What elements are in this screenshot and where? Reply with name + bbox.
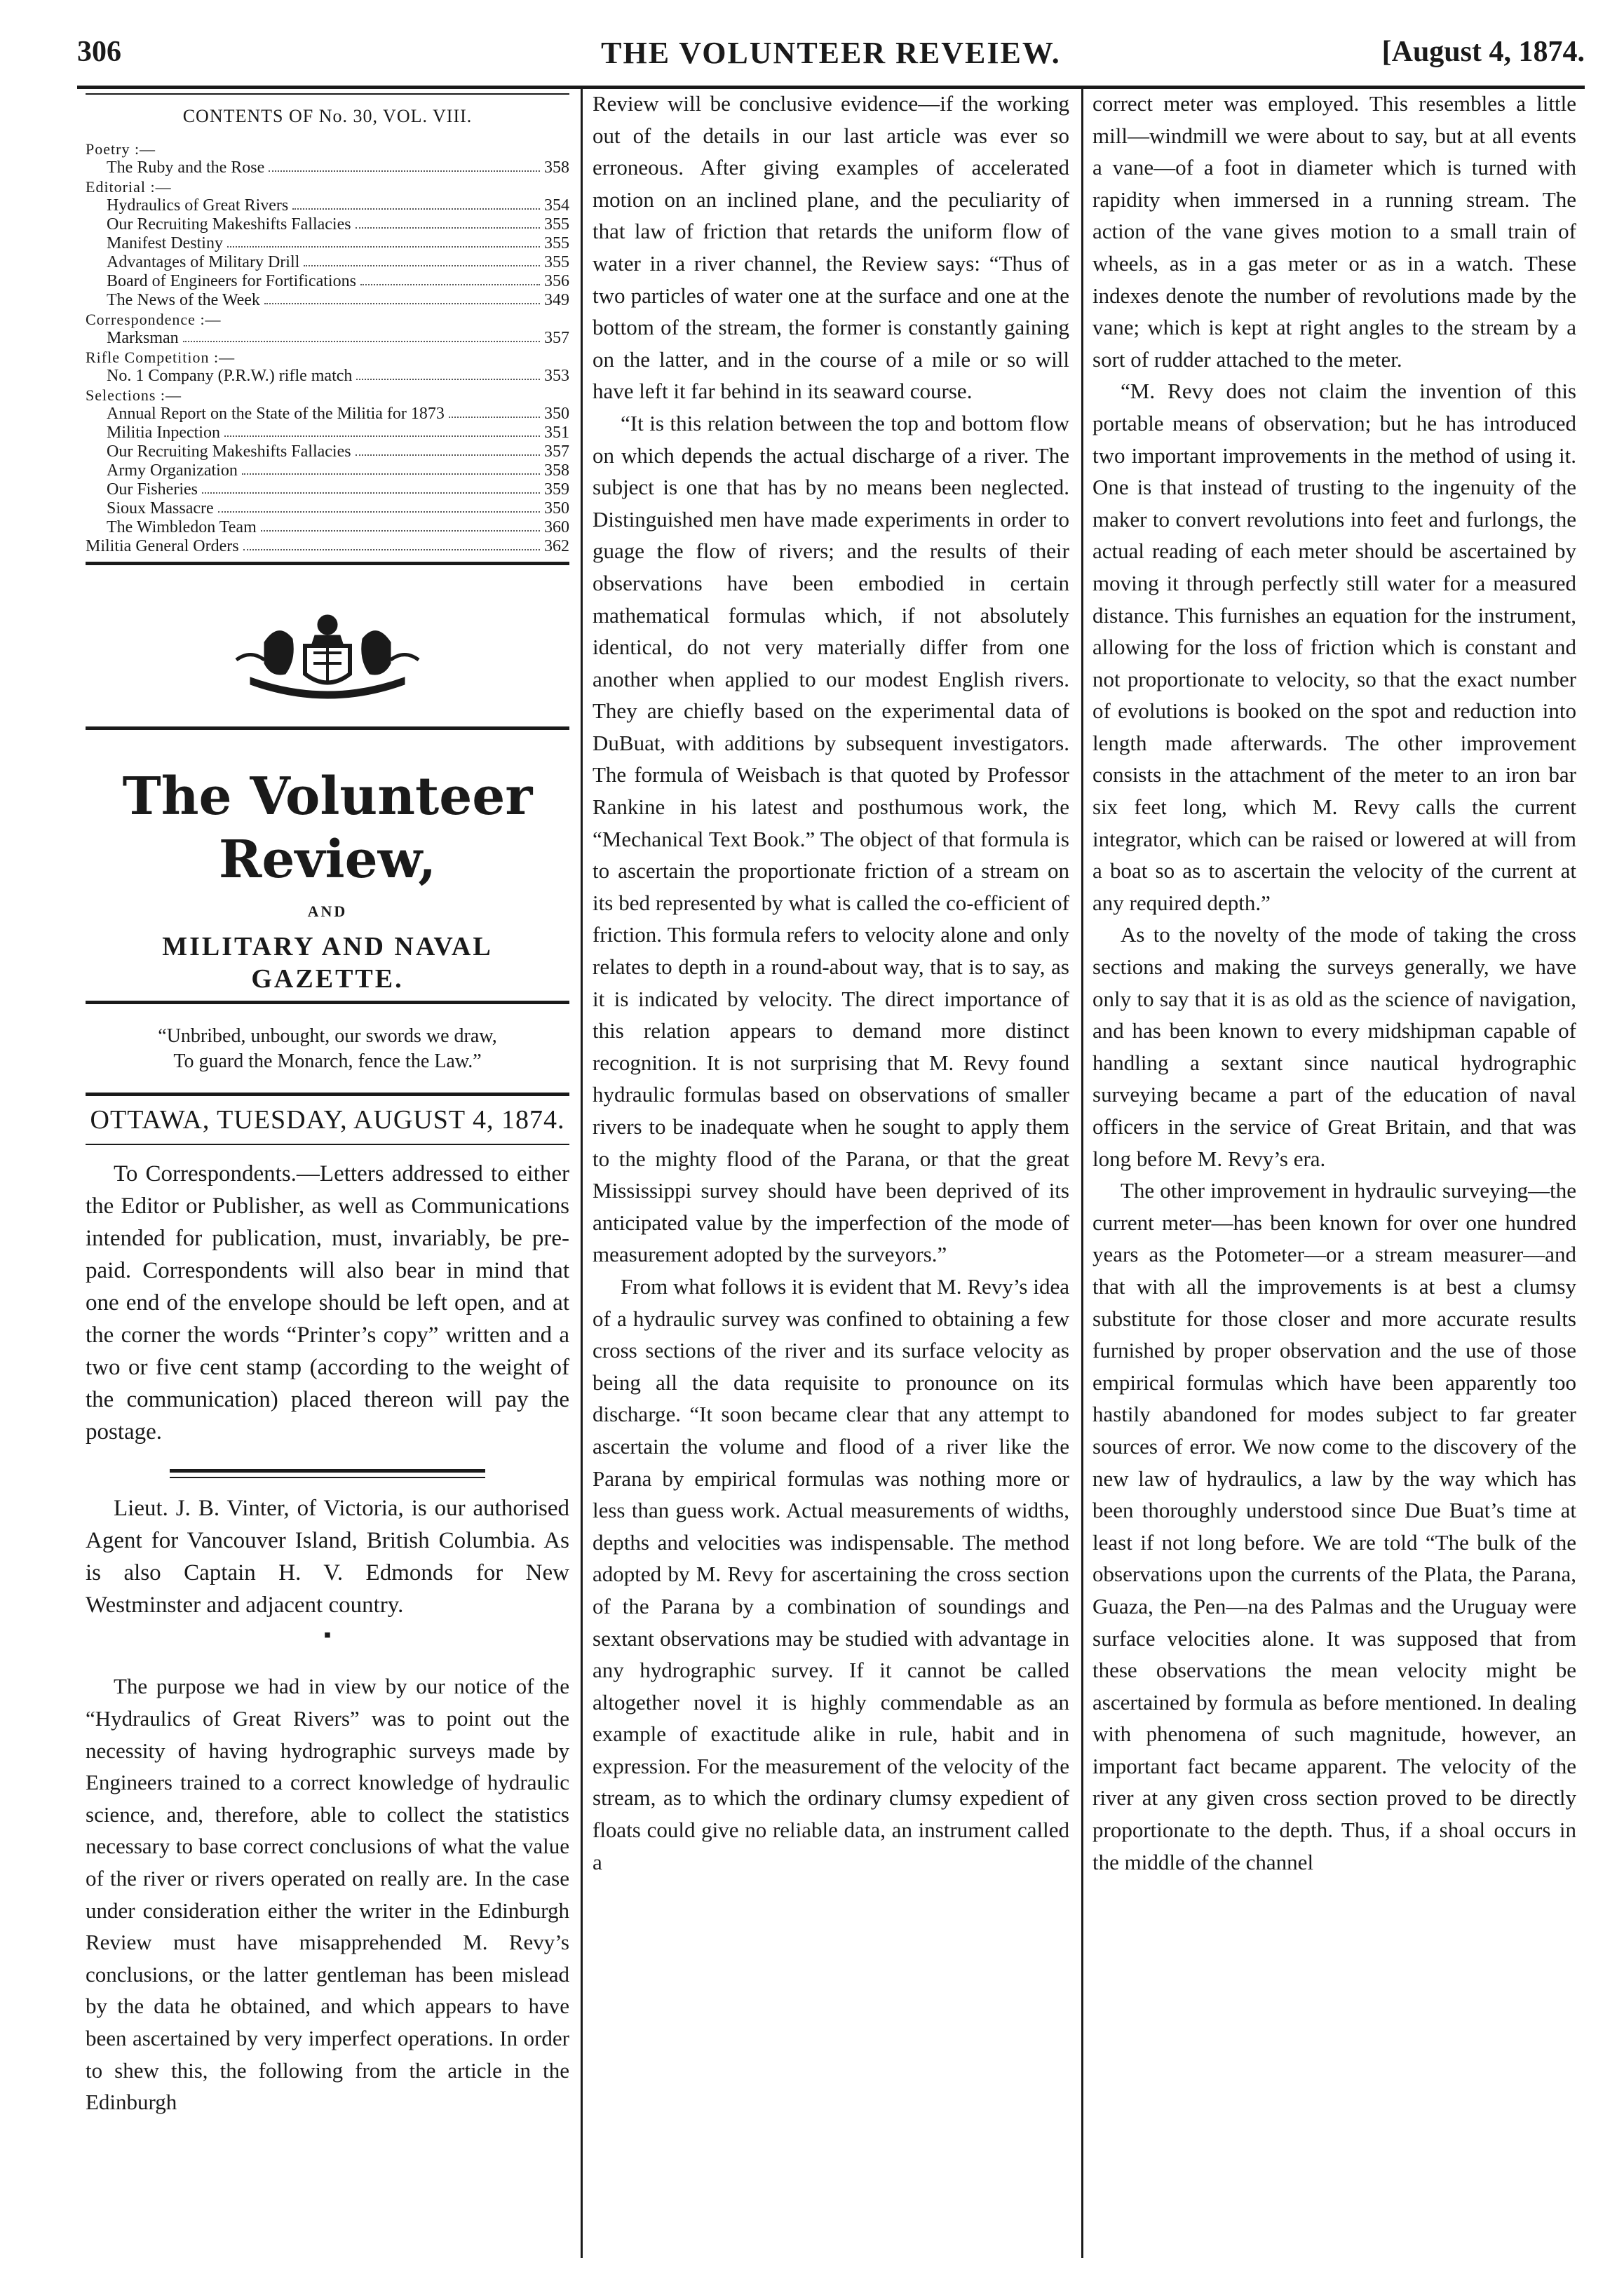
divider (170, 1477, 485, 1478)
dateline: OTTAWA, TUESDAY, AUGUST 4, 1874. (90, 1105, 565, 1135)
article-paragraph: Review will be conclusive evidence—if the working out of the details in our last article was ever so erroneous. After giving examples of accelerated motion on an inclined plane, and the peculiarity of that law of friction that retards the uniform flow of water in a river channel, the Review says: “Thus of two particles of water one at the surface and one at the bottom of the stream, the former is constantly gaining on the latter, and in the course of a mile or so will have left it far behind in its seaward course. (593, 91, 1069, 404)
toc-item: The Wimbledon Team 360 (107, 518, 569, 536)
toc-item: No. 1 Company (P.R.W.) rifle match 353 (107, 366, 569, 385)
motto-line: “Unbribed, unbought, our swords we draw, (158, 1025, 497, 1048)
divider (86, 1144, 569, 1145)
newspaper-page (77, 0, 1585, 2279)
toc-item: The News of the Week 349 (107, 290, 569, 309)
contents-title: CONTENTS OF No. 30, VOL. VIII. (182, 106, 473, 126)
toc-item: Militia Inpection 351 (107, 423, 569, 442)
divider (86, 93, 569, 95)
column-1 (86, 88, 569, 2118)
column-2 (593, 88, 1069, 1878)
toc-item: Our Recruiting Makeshifts Fallacies 357 (107, 442, 569, 461)
masthead-and: AND (307, 902, 348, 920)
page-number: 306 (77, 36, 121, 68)
toc-section-heading: Editorial :— (86, 177, 172, 196)
article-paragraph: From what follows it is evident that M. Revy’s idea of a hydraulic survey was confined to obtaining a few cross sections of the river and its surface velocity as being all the data requisite to pronounce on its discharge. “It soon became clear that any attempt to ascertain the volume and flood of a river like the Parana by empirical formulas was nothing more or less than guess work. Actual measurements of widths, depths and velocities was indispensable. The method adopted by M. Revy for ascertaining the cross section of the Parana by a combination of soundings and sextant observations may be studied with advantage in any hydrographic survey. If it cannot be called altogether novel it is highly commendable as an example of exactitude alike in rule, habit and in expression. For the measurement of the velocity of the stream, as to which the ordinary clumsy expedient of floats could give no reliable data, an instrument called a (593, 1273, 1069, 1874)
article-paragraph: “M. Revy does not claim the invention of this portable means of observation; but he has introduced two important improvements in the method of using it. One is that instead of trusting to the ingenuity of the maker to convert revolutions into feet and furlongs, the actual reading of each meter should be ascertained by moving it through perfectly still water for a measured distance. This furnishes an equation for the instrument, allowing for the loss of friction which is constant and not proportionate to velocity, so that the exact number of evolutions is booked on the spot and reduction into length made afterwards. The other improvement consists in the attachment of the meter to an iron bar six feet long, which M. Revy calls the current integrator, which can be raised or lowered at will from a boat so as to ascertain the velocity of the current at any required depth.” (1092, 379, 1576, 915)
divider (86, 562, 569, 565)
article-paragraph: The purpose we had in view by our notice of the “Hydraulics of Great Rivers” was to point out the necessity of having hydrographic surveys made by Engineers trained to a correct knowledge of hydraulic science, and, therefore, able to collect the statistics necessary to base correct conclusions of what the value of the river or rivers operated on really are. In the case under consideration either the writer in the Edinburgh Review must have misapprehended M. Revy’s conclusions, or the latter gentleman has been mislead by the data he obtained, and which appears to have been ascertained by very imperfect operations. In order to shew this, the following from the article in the Edinburgh (86, 1674, 569, 2115)
toc-item: Marksman 357 (107, 328, 569, 347)
masthead-title: The Volunteer Review, (122, 766, 533, 890)
toc-item: Our Fisheries 359 (107, 480, 569, 499)
agent-notice: Lieut. J. B. Vinter, of Victoria, is our authorised Agent for Vancouver Island, British Columbia. As is also Captain H. V. Edmonds for New Westminster and adjacent country. (86, 1496, 569, 1618)
toc-section-heading: Poetry :— (86, 140, 156, 158)
newspaper-running-title: THE VOLUNTEER REVEIEW. (601, 36, 1061, 70)
divider (86, 1093, 569, 1096)
toc-item: Board of Engineers for Fortifications 356 (107, 271, 569, 290)
article-paragraph: The other improvement in hydraulic surveying—the current meter—has been known for over one hundred years as the Potometer—or a stream measurer—and that with all the improvements is at best a clumsy substitute for those closer and more accurate results furnished by proper observation and the use of those empirical formulas which have been apparently too hastily abandoned for modes subject to far greater sources of error. We now come to the discovery of the new law of hydraulics, a law by the way which has been thoroughly understood since Due Buat’s time at least if not long before. We are told “The bulk of the observations upon the currents of the Plata, the Parana, Guaza, the Pen—na des Palmas and the Uruguay were surface velocities alone. It was supposed that from these observations the mean velocity might be ascertained by formula as before mentioned. In dealing with phenomena of such magnitude, however, an important fact became apparent. The velocity of the river at any given cross section proved to be directly proportionate to the depth. Thus, if a shoal occurs in the middle of the channel (1092, 1178, 1576, 1874)
toc-item: Army Organization 358 (107, 461, 569, 480)
divider (170, 1469, 485, 1473)
column-divider (581, 88, 583, 2258)
article-paragraph: “It is this relation between the top and bottom flow on which depends the actual discharge of a river. The subject is one that has by no means been neglected. Distinguished men have made experiments in order to guage the flow of rivers; and the results of their observations have been embodied in certain mathematical formulas which, if not absolutely identical, do not very materially differ from one another when applied to our modest English rivers. They are chiefly based on the experimental data of DuBuat, with additions by subsequent investigators. The formula of Weisbach is that quoted by Professor Rankine in his latest and posthumous work, the “Mechanical Text Book.” The object of that formula is to ascertain the proportionate friction of a stream on its bed represented by what is called the co-efficient of friction. This formula refers to velocity alone and only relates to depth in a round-about way, that is to say, as it is indicated by velocity. The direct importance of this relation appears to demand more distinct recognition. It is not surprising that M. Revy found hydraulic formulas based on observations of smaller rivers to be inadequate when he sought to apply them to the mighty flood of the Parana, or that the great Mississippi survey should have been deprived of its anticipated value by the imperfection of the mode of measurement adopted by the surveyors.” (593, 410, 1069, 1267)
toc-item: Hydraulics of Great Rivers 354 (107, 196, 569, 215)
toc-section-heading: Correspondence :— (86, 310, 222, 328)
small-divider-mark: ▪ (323, 1623, 332, 1647)
toc-item: Sioux Massacre 350 (107, 499, 569, 518)
royal-coat-of-arms-emblem (222, 593, 433, 712)
article-paragraph: correct meter was employed. This resembles a little mill—windmill we were about to say, but at all events a vane—of a foot in diameter which is turned with rapidity when immersed in a running stream. The action of the vane gives motion to a small train of wheels, as in a gas meter or as in a watch. These indexes denote the number of revolutions made by the vane; which is kept at right angles to the stream by a sort of rudder attached to the meter. (1092, 91, 1576, 372)
column-divider (1081, 88, 1083, 2258)
toc-item: Advantages of Military Drill 355 (107, 252, 569, 271)
column-3 (1092, 88, 1576, 1878)
notice-to-correspondents: To Correspondents.—Letters addressed to either the Editor or Publisher, as well as Communications intended for publication, must, invariably, be pre-paid. Correspondents will also bear in mind that one end of the envelope should be left open, and at the corner the words “Printer’s copy” written and a two or five cent stamp (according to the weight of the communication) placed thereon will pay the postage. (86, 1161, 569, 1445)
toc-item: The Ruby and the Rose 358 (107, 158, 569, 177)
toc-item: Annual Report on the State of the Militia for 1873 350 (107, 404, 569, 423)
issue-date: [August 4, 1874. (1381, 36, 1585, 68)
toc-item: Militia General Orders 362 (86, 536, 569, 555)
motto-line: To guard the Monarch, fence the Law.” (173, 1050, 482, 1073)
toc-section-heading: Rifle Competition :— (86, 348, 236, 366)
masthead-motto (86, 1024, 569, 1074)
divider (86, 1001, 569, 1004)
article-paragraph: As to the novelty of the mode of taking the cross sections and making the surveys generally, we have only to say that it is as old as the science of navigation, and has been known to every midshipman capable of handling a sextant since nautical hydrographic surveying became a part of the education of naval officers in the service of Great Britain, and that was long before M. Revy’s era. (1092, 922, 1576, 1171)
masthead-subtitle: MILITARY AND NAVAL GAZETTE. (162, 932, 493, 994)
toc-section-heading: Selections :— (86, 386, 182, 404)
page-header (77, 28, 1585, 84)
toc-item: Our Recruiting Makeshifts Fallacies 355 (107, 215, 569, 234)
toc-item: Manifest Destiny 355 (107, 234, 569, 252)
table-of-contents (86, 140, 569, 556)
divider (86, 726, 569, 730)
